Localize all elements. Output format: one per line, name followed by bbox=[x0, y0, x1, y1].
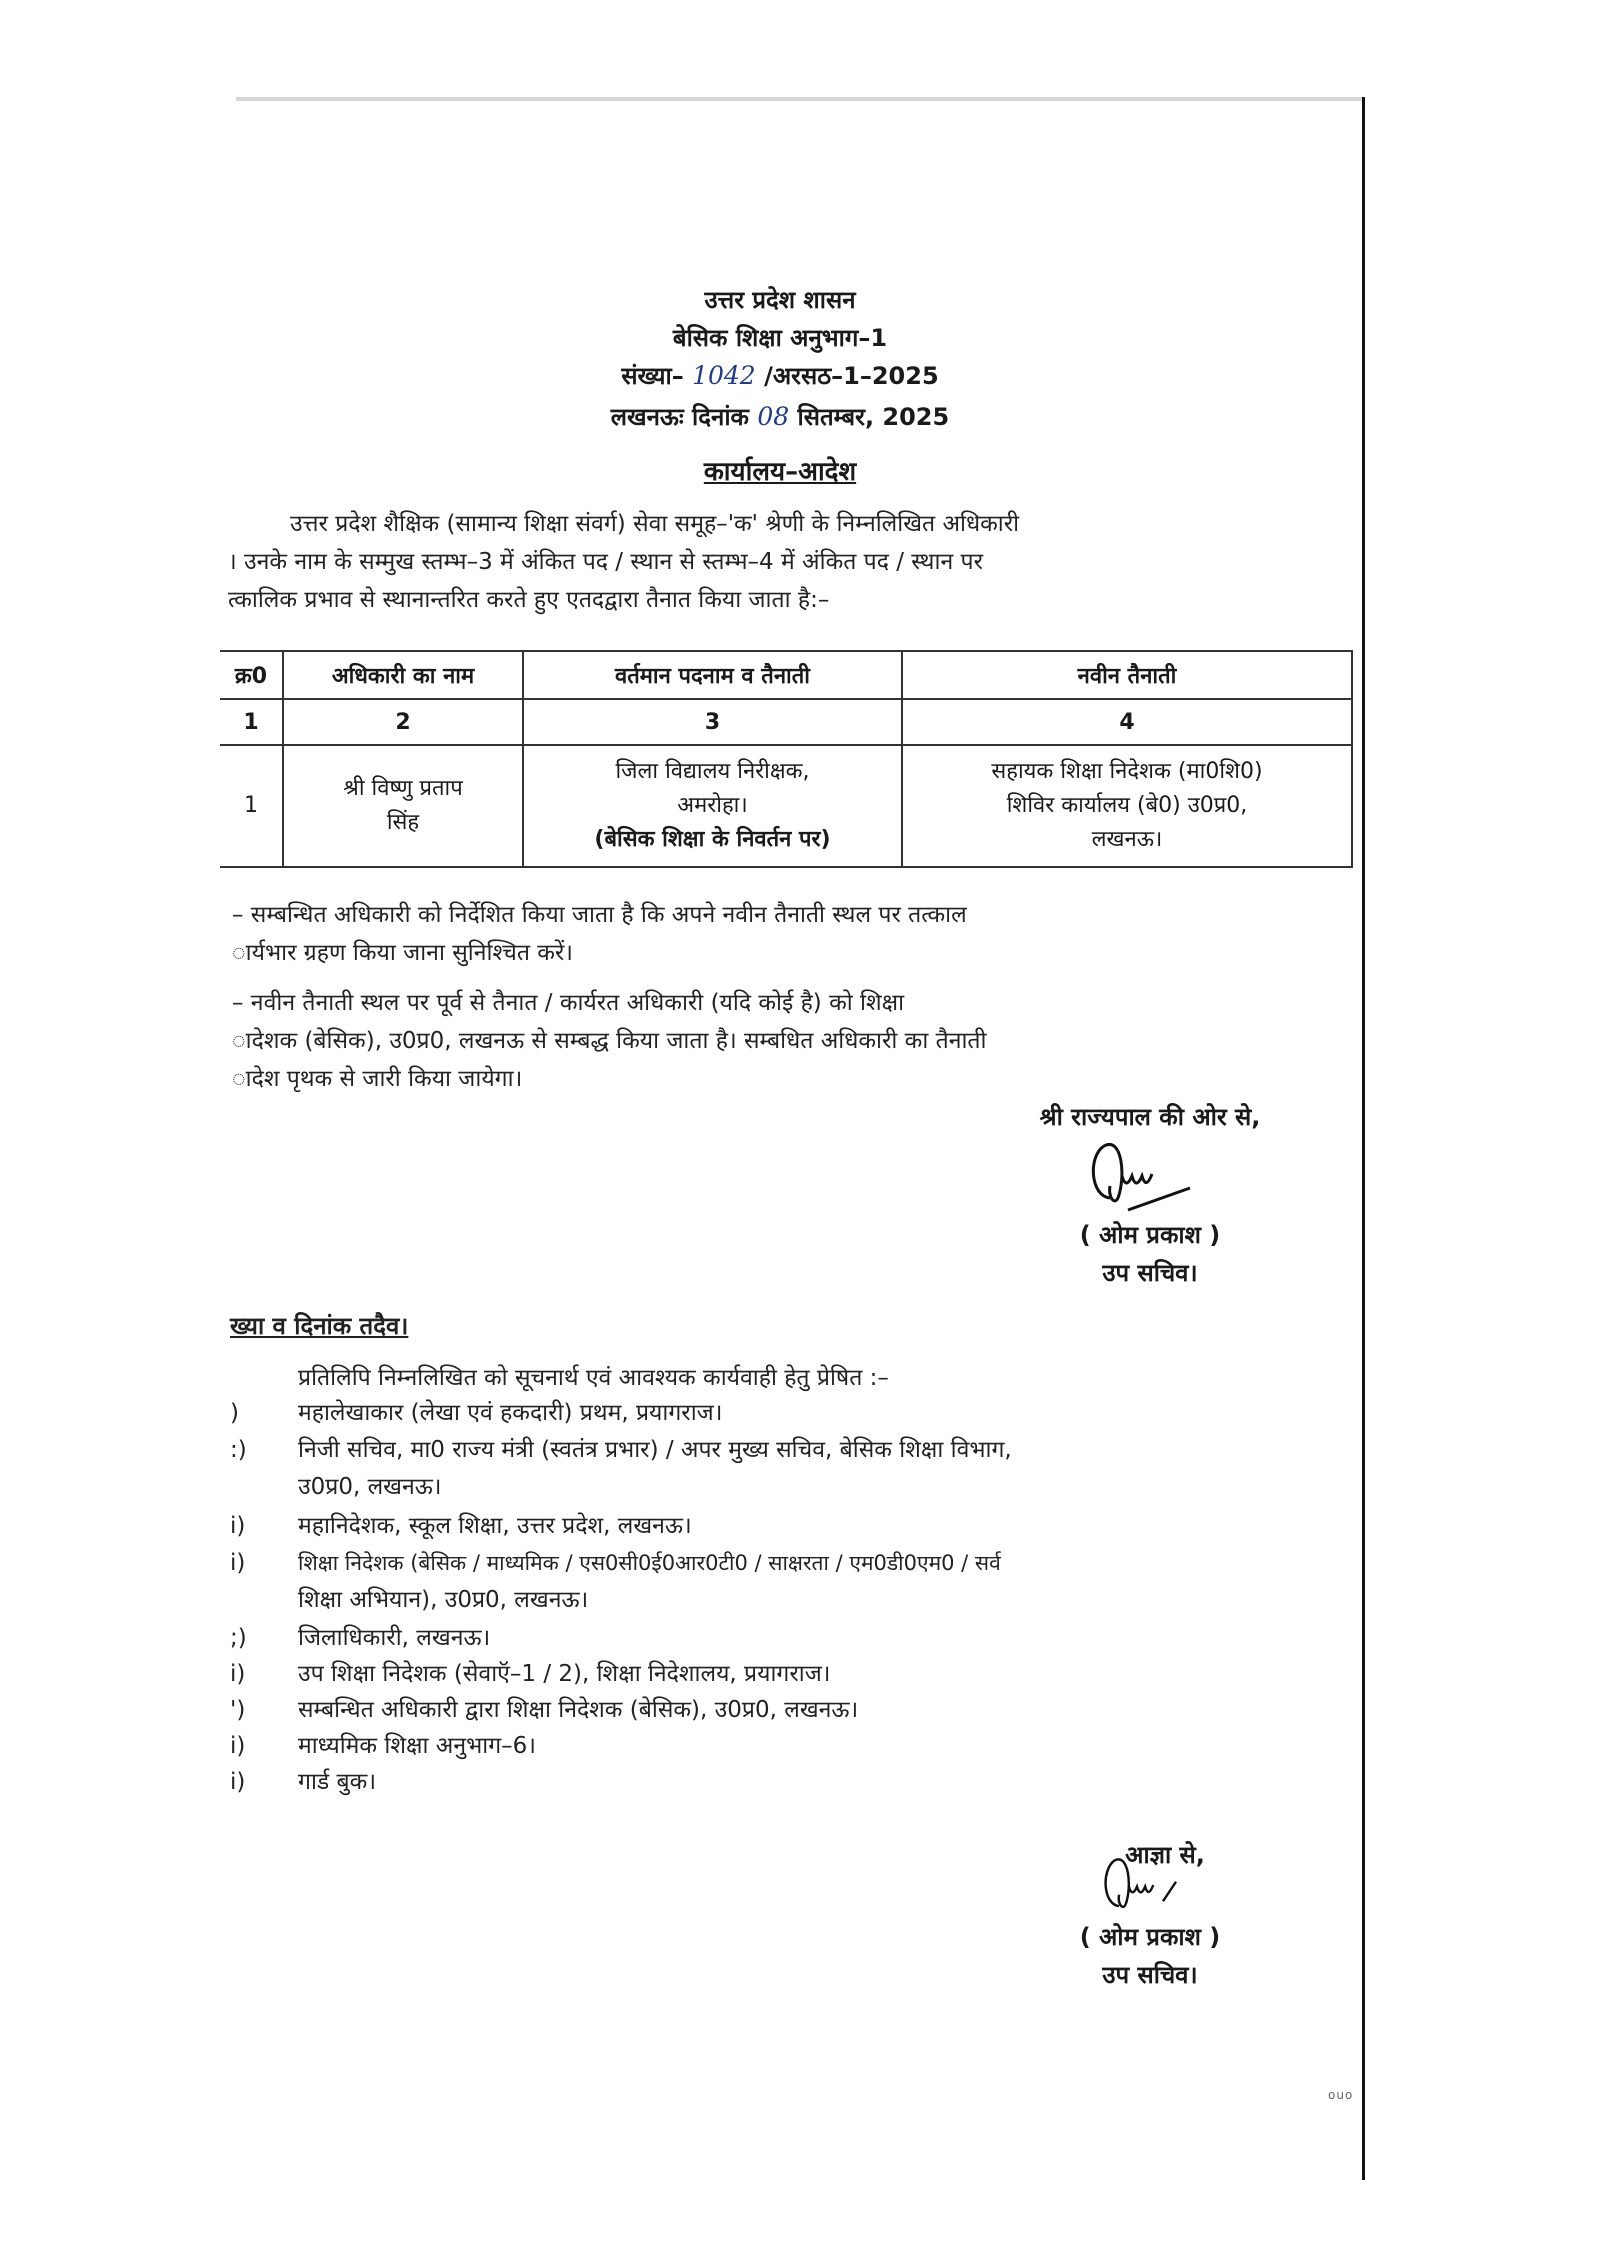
col-header-name: अधिकारी का नाम bbox=[283, 651, 523, 699]
date-prefix: लखनऊः दिनांक bbox=[610, 403, 749, 431]
list-marker: i) bbox=[230, 1550, 246, 1576]
list-marker: i) bbox=[230, 1769, 246, 1795]
name-line: सिंह bbox=[386, 810, 420, 835]
list-text: गार्ड बुक। bbox=[298, 1769, 377, 1795]
list-text: सम्बन्धित अधिकारी द्वारा शिक्षा निदेशक (बेसिक), उ0प्र0, लखनऊ। bbox=[298, 1697, 859, 1723]
direction-1 bbox=[232, 896, 967, 972]
current-line: अमरोहा। bbox=[677, 793, 748, 818]
col-number: 2 bbox=[283, 699, 523, 745]
copy-intro: प्रतिलिपि निम्नलिखित को सूचनार्थ एवं आवश्यक कार्यवाही हेतु प्रेषित :– bbox=[298, 1365, 889, 1391]
list-marker: i) bbox=[230, 1733, 246, 1759]
list-marker: :) bbox=[230, 1437, 247, 1463]
list-marker: ) bbox=[230, 1400, 239, 1426]
signature-block-governor bbox=[990, 1098, 1310, 1292]
list-text: महानिदेशक, स्कूल शिक्षा, उत्तर प्रदेश, लखनऊ। bbox=[298, 1513, 692, 1539]
col-number: 1 bbox=[220, 699, 283, 745]
date-handwritten: 08 bbox=[757, 402, 790, 431]
col-number: 4 bbox=[902, 699, 1352, 745]
col-header-serial: क्र0 bbox=[220, 651, 283, 699]
cell-new-post bbox=[902, 745, 1352, 867]
header-government: उत्तर प्रदेश शासन bbox=[704, 286, 856, 314]
current-line: जिला विद्यालय निरीक्षक, bbox=[615, 759, 810, 784]
on-behalf-text: श्री राज्यपाल की ओर से, bbox=[1039, 1103, 1261, 1131]
list-text: माध्यमिक शिक्षा अनुभाग–6। bbox=[298, 1733, 537, 1759]
intro-line: त्कालिक प्रभाव से स्थानान्तरित करते हुए एतदद्वारा तैनात किया जाता है:– bbox=[228, 587, 830, 613]
signatory-designation: उप सचिव। bbox=[1102, 1259, 1198, 1287]
intro-line: । उनके नाम के सम्मुख स्तम्भ–3 में अंकित पद / स्थान से स्तम्भ–4 में अंकित पद / स्थान पर bbox=[228, 549, 983, 575]
header-number bbox=[500, 357, 1060, 395]
col-header-current: वर्तमान पदनाम व तैनाती bbox=[523, 651, 902, 699]
order-title: कार्यालय–आदेश bbox=[703, 457, 857, 487]
header-date bbox=[500, 398, 1060, 436]
number-handwritten: 1042 bbox=[692, 361, 756, 390]
direction-line: ादेश पृथक से जारी किया जायेगा। bbox=[232, 1066, 523, 1092]
new-line: शिविर कार्यालय (बे0) उ0प्र0, bbox=[1006, 793, 1248, 818]
direction-line: ार्यभार ग्रहण किया जाना सुनिश्चित करें। bbox=[232, 940, 574, 966]
signatory-name: ( ओम प्रकाश ) bbox=[1079, 1221, 1221, 1249]
date-suffix: सितम्बर, 2025 bbox=[797, 403, 950, 431]
col-number: 3 bbox=[523, 699, 902, 745]
list-marker: ;) bbox=[230, 1625, 247, 1651]
col-header-new: नवीन तैनाती bbox=[902, 651, 1352, 699]
list-text: निजी सचिव, मा0 राज्य मंत्री (स्वतंत्र प्रभार) / अपर मुख्य सचिव, बेसिक शिक्षा विभाग, bbox=[298, 1437, 1012, 1463]
direction-line: – नवीन तैनाती स्थल पर पूर्व से तैनात / कार्यरत अधिकारी (यदि कोई है) को शिक्षा bbox=[232, 990, 905, 1016]
list-marker: ') bbox=[230, 1697, 246, 1723]
list-text: उप शिक्षा निदेशक (सेवाऍ–1 / 2), शिक्षा निदेशालय, प्रयागराज। bbox=[298, 1661, 831, 1687]
handwritten-signature bbox=[1070, 1136, 1230, 1216]
direction-line: ादेशक (बेसिक), उ0प्र0, लखनऊ से सम्बद्ध किया जाता है। सम्बधित अधिकारी का तैनाती bbox=[232, 1028, 987, 1054]
list-text: शिक्षा अभियान), उ0प्र0, लखनऊ। bbox=[298, 1587, 589, 1613]
cell-current-post bbox=[523, 745, 902, 867]
by-order-text: आज्ञा से, bbox=[1125, 1841, 1205, 1869]
table-header-row bbox=[220, 651, 1352, 699]
corner-mark: ouo bbox=[1328, 2088, 1354, 2102]
cell-name bbox=[283, 745, 523, 867]
table-row bbox=[220, 745, 1352, 867]
current-line: (बेसिक शिक्षा के निवर्तन पर) bbox=[594, 827, 831, 852]
number-prefix: संख्या– bbox=[621, 362, 684, 390]
intro-line: उत्तर प्रदेश शैक्षिक (सामान्य शिक्षा संवर्ग) सेवा समूह–'क' श्रेणी के निम्नलिखित अधिकारी bbox=[290, 511, 1020, 537]
new-line: लखनऊ। bbox=[1091, 827, 1163, 852]
number-suffix: /अरसठ–1–2025 bbox=[764, 362, 939, 390]
header-section: बेसिक शिक्षा अनुभाग–1 bbox=[672, 324, 888, 352]
list-marker: i) bbox=[230, 1661, 246, 1687]
list-text: जिलाधिकारी, लखनऊ। bbox=[298, 1625, 491, 1651]
signatory-designation: उप सचिव। bbox=[1102, 1961, 1198, 1989]
list-marker: i) bbox=[230, 1513, 246, 1539]
signatory-name: ( ओम प्रकाश ) bbox=[1079, 1923, 1221, 1951]
name-line: श्री विष्णु प्रताप bbox=[343, 776, 463, 801]
intro-paragraph bbox=[228, 505, 1358, 619]
right-border-line bbox=[1362, 97, 1365, 2180]
new-line: सहायक शिक्षा निदेशक (मा0शि0) bbox=[991, 759, 1263, 784]
copy-heading: ख्या व दिनांक तदैव। bbox=[230, 1312, 409, 1340]
cell-serial: 1 bbox=[220, 745, 283, 867]
signature-block-by-order bbox=[1040, 1836, 1260, 1994]
table-column-number-row bbox=[220, 699, 1352, 745]
list-text: महालेखाकार (लेखा एवं हकदारी) प्रथम, प्रयागराज। bbox=[298, 1400, 723, 1426]
list-text: शिक्षा निदेशक (बेसिक / माध्यमिक / एस0सी0ई0आर0टी0 / साक्षरता / एम0डी0एम0 / सर्व bbox=[298, 1551, 1001, 1575]
direction-line: – सम्बन्धित अधिकारी को निर्देशित किया जाता है कि अपने नवीन तैनाती स्थल पर तत्काल bbox=[232, 902, 967, 928]
direction-2 bbox=[232, 984, 987, 1098]
list-text: उ0प्र0, लखनऊ। bbox=[298, 1474, 442, 1500]
transfer-table bbox=[220, 650, 1353, 868]
